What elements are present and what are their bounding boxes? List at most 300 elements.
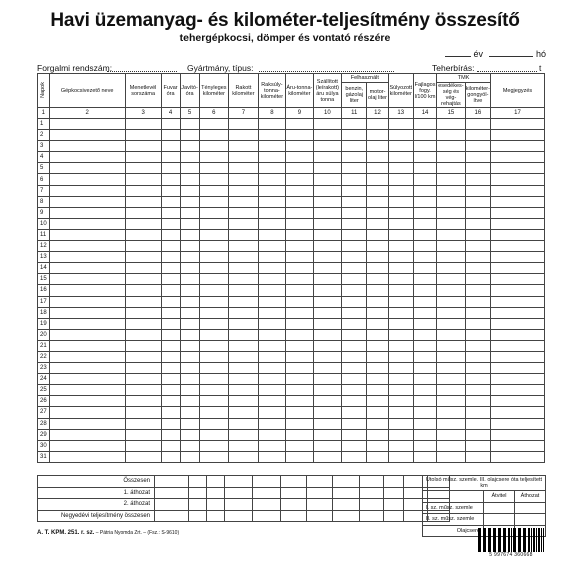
log-cell[interactable] xyxy=(491,318,545,329)
log-cell[interactable] xyxy=(180,174,199,185)
log-cell[interactable] xyxy=(342,185,367,196)
log-cell[interactable] xyxy=(437,163,466,174)
log-cell[interactable] xyxy=(367,385,388,396)
log-cell[interactable] xyxy=(465,329,490,340)
log-cell[interactable] xyxy=(49,307,125,318)
log-cell[interactable] xyxy=(286,185,313,196)
log-cell[interactable] xyxy=(313,185,342,196)
log-cell[interactable] xyxy=(367,407,388,418)
log-cell[interactable] xyxy=(437,307,466,318)
log-cell[interactable] xyxy=(180,374,199,385)
log-cell[interactable] xyxy=(313,174,342,185)
log-cell[interactable] xyxy=(286,385,313,396)
log-cell[interactable] xyxy=(413,185,436,196)
log-cell[interactable] xyxy=(49,163,125,174)
log-cell[interactable] xyxy=(388,374,413,385)
log-cell[interactable] xyxy=(161,307,180,318)
log-cell[interactable] xyxy=(313,141,342,152)
log-cell[interactable] xyxy=(199,385,229,396)
log-cell[interactable] xyxy=(413,241,436,252)
log-cell[interactable] xyxy=(465,296,490,307)
log-cell[interactable] xyxy=(491,307,545,318)
log-cell[interactable] xyxy=(199,152,229,163)
log-cell[interactable] xyxy=(286,318,313,329)
log-cell[interactable] xyxy=(125,119,161,130)
log-cell[interactable] xyxy=(465,252,490,263)
log-cell[interactable] xyxy=(367,329,388,340)
log-cell[interactable] xyxy=(313,285,342,296)
log-cell[interactable] xyxy=(313,329,342,340)
log-cell[interactable] xyxy=(49,285,125,296)
log-cell[interactable] xyxy=(125,274,161,285)
log-cell[interactable] xyxy=(342,229,367,240)
log-cell[interactable] xyxy=(465,185,490,196)
log-cell[interactable] xyxy=(313,207,342,218)
log-cell[interactable] xyxy=(161,407,180,418)
log-cell[interactable] xyxy=(161,174,180,185)
log-cell[interactable] xyxy=(437,241,466,252)
log-cell[interactable] xyxy=(180,263,199,274)
log-cell[interactable] xyxy=(437,141,466,152)
log-cell[interactable] xyxy=(388,196,413,207)
log-cell[interactable] xyxy=(125,385,161,396)
log-cell[interactable] xyxy=(49,119,125,130)
log-cell[interactable] xyxy=(342,340,367,351)
log-cell[interactable] xyxy=(313,440,342,451)
log-cell[interactable] xyxy=(180,241,199,252)
log-cell[interactable] xyxy=(229,296,259,307)
log-cell[interactable] xyxy=(342,407,367,418)
log-cell[interactable] xyxy=(161,252,180,263)
log-cell[interactable] xyxy=(367,152,388,163)
log-cell[interactable] xyxy=(258,229,285,240)
log-cell[interactable] xyxy=(229,218,259,229)
month-field[interactable] xyxy=(489,48,533,57)
log-cell[interactable] xyxy=(229,363,259,374)
log-cell[interactable] xyxy=(125,130,161,141)
log-cell[interactable] xyxy=(199,307,229,318)
log-cell[interactable] xyxy=(413,207,436,218)
log-cell[interactable] xyxy=(258,130,285,141)
log-cell[interactable] xyxy=(491,263,545,274)
log-cell[interactable] xyxy=(465,340,490,351)
registration-field[interactable] xyxy=(107,63,177,72)
log-cell[interactable] xyxy=(199,318,229,329)
log-cell[interactable] xyxy=(258,274,285,285)
log-cell[interactable] xyxy=(465,374,490,385)
log-cell[interactable] xyxy=(413,396,436,407)
log-cell[interactable] xyxy=(437,229,466,240)
log-cell[interactable] xyxy=(180,307,199,318)
log-cell[interactable] xyxy=(413,363,436,374)
log-cell[interactable] xyxy=(125,451,161,462)
log-cell[interactable] xyxy=(161,207,180,218)
log-cell[interactable] xyxy=(180,252,199,263)
log-cell[interactable] xyxy=(342,163,367,174)
make-type-field[interactable] xyxy=(259,63,394,72)
log-cell[interactable] xyxy=(342,130,367,141)
log-cell[interactable] xyxy=(49,263,125,274)
log-cell[interactable] xyxy=(465,141,490,152)
log-cell[interactable] xyxy=(161,274,180,285)
log-cell[interactable] xyxy=(199,440,229,451)
log-cell[interactable] xyxy=(258,418,285,429)
log-cell[interactable] xyxy=(388,252,413,263)
log-cell[interactable] xyxy=(286,207,313,218)
log-cell[interactable] xyxy=(437,296,466,307)
log-cell[interactable] xyxy=(342,429,367,440)
log-cell[interactable] xyxy=(229,185,259,196)
log-cell[interactable] xyxy=(342,141,367,152)
log-cell[interactable] xyxy=(367,163,388,174)
log-cell[interactable] xyxy=(491,218,545,229)
log-cell[interactable] xyxy=(342,396,367,407)
log-cell[interactable] xyxy=(313,152,342,163)
log-cell[interactable] xyxy=(388,407,413,418)
log-cell[interactable] xyxy=(258,429,285,440)
log-cell[interactable] xyxy=(229,196,259,207)
log-cell[interactable] xyxy=(258,252,285,263)
log-cell[interactable] xyxy=(229,141,259,152)
log-cell[interactable] xyxy=(286,196,313,207)
log-cell[interactable] xyxy=(229,130,259,141)
log-cell[interactable] xyxy=(367,274,388,285)
log-cell[interactable] xyxy=(437,429,466,440)
log-cell[interactable] xyxy=(413,130,436,141)
log-cell[interactable] xyxy=(286,407,313,418)
log-cell[interactable] xyxy=(49,340,125,351)
log-cell[interactable] xyxy=(413,418,436,429)
log-cell[interactable] xyxy=(367,263,388,274)
log-cell[interactable] xyxy=(180,351,199,362)
log-cell[interactable] xyxy=(413,119,436,130)
log-cell[interactable] xyxy=(465,429,490,440)
log-cell[interactable] xyxy=(342,296,367,307)
log-cell[interactable] xyxy=(313,263,342,274)
log-cell[interactable] xyxy=(413,141,436,152)
log-cell[interactable] xyxy=(465,351,490,362)
log-cell[interactable] xyxy=(199,163,229,174)
log-cell[interactable] xyxy=(313,252,342,263)
log-cell[interactable] xyxy=(286,329,313,340)
log-cell[interactable] xyxy=(342,363,367,374)
log-cell[interactable] xyxy=(161,329,180,340)
log-cell[interactable] xyxy=(437,174,466,185)
log-cell[interactable] xyxy=(229,263,259,274)
log-cell[interactable] xyxy=(413,152,436,163)
log-cell[interactable] xyxy=(491,285,545,296)
log-cell[interactable] xyxy=(413,374,436,385)
log-cell[interactable] xyxy=(125,318,161,329)
log-cell[interactable] xyxy=(229,207,259,218)
log-cell[interactable] xyxy=(180,163,199,174)
log-cell[interactable] xyxy=(388,296,413,307)
log-cell[interactable] xyxy=(229,285,259,296)
log-cell[interactable] xyxy=(199,141,229,152)
log-cell[interactable] xyxy=(49,329,125,340)
log-cell[interactable] xyxy=(286,274,313,285)
log-cell[interactable] xyxy=(388,285,413,296)
log-cell[interactable] xyxy=(413,252,436,263)
log-cell[interactable] xyxy=(286,396,313,407)
log-cell[interactable] xyxy=(180,274,199,285)
log-cell[interactable] xyxy=(342,252,367,263)
log-cell[interactable] xyxy=(342,374,367,385)
log-cell[interactable] xyxy=(199,340,229,351)
log-cell[interactable] xyxy=(180,218,199,229)
log-cell[interactable] xyxy=(313,374,342,385)
log-cell[interactable] xyxy=(388,340,413,351)
log-cell[interactable] xyxy=(491,141,545,152)
log-cell[interactable] xyxy=(342,418,367,429)
log-cell[interactable] xyxy=(388,241,413,252)
log-cell[interactable] xyxy=(465,218,490,229)
log-cell[interactable] xyxy=(49,241,125,252)
log-cell[interactable] xyxy=(229,307,259,318)
log-cell[interactable] xyxy=(180,119,199,130)
log-cell[interactable] xyxy=(49,318,125,329)
log-cell[interactable] xyxy=(229,329,259,340)
log-cell[interactable] xyxy=(388,451,413,462)
log-cell[interactable] xyxy=(342,451,367,462)
log-cell[interactable] xyxy=(229,318,259,329)
log-cell[interactable] xyxy=(49,207,125,218)
log-cell[interactable] xyxy=(413,218,436,229)
log-cell[interactable] xyxy=(180,329,199,340)
log-cell[interactable] xyxy=(465,263,490,274)
log-cell[interactable] xyxy=(413,174,436,185)
log-cell[interactable] xyxy=(367,451,388,462)
log-cell[interactable] xyxy=(258,196,285,207)
log-cell[interactable] xyxy=(180,418,199,429)
log-cell[interactable] xyxy=(388,307,413,318)
log-cell[interactable] xyxy=(161,396,180,407)
log-cell[interactable] xyxy=(413,196,436,207)
log-cell[interactable] xyxy=(229,252,259,263)
log-cell[interactable] xyxy=(388,440,413,451)
log-cell[interactable] xyxy=(491,374,545,385)
log-cell[interactable] xyxy=(491,351,545,362)
log-cell[interactable] xyxy=(161,119,180,130)
log-cell[interactable] xyxy=(367,296,388,307)
log-cell[interactable] xyxy=(161,163,180,174)
log-cell[interactable] xyxy=(388,351,413,362)
log-cell[interactable] xyxy=(367,229,388,240)
log-cell[interactable] xyxy=(180,152,199,163)
log-cell[interactable] xyxy=(342,152,367,163)
log-cell[interactable] xyxy=(125,174,161,185)
log-cell[interactable] xyxy=(437,263,466,274)
log-cell[interactable] xyxy=(491,130,545,141)
log-cell[interactable] xyxy=(388,185,413,196)
log-cell[interactable] xyxy=(413,307,436,318)
log-cell[interactable] xyxy=(313,418,342,429)
log-cell[interactable] xyxy=(125,307,161,318)
log-cell[interactable] xyxy=(199,407,229,418)
log-cell[interactable] xyxy=(125,252,161,263)
log-cell[interactable] xyxy=(161,318,180,329)
log-cell[interactable] xyxy=(313,196,342,207)
log-cell[interactable] xyxy=(465,440,490,451)
log-cell[interactable] xyxy=(313,163,342,174)
log-cell[interactable] xyxy=(313,119,342,130)
log-cell[interactable] xyxy=(465,130,490,141)
log-cell[interactable] xyxy=(161,385,180,396)
log-cell[interactable] xyxy=(413,429,436,440)
log-cell[interactable] xyxy=(125,196,161,207)
log-cell[interactable] xyxy=(258,307,285,318)
log-cell[interactable] xyxy=(465,407,490,418)
log-cell[interactable] xyxy=(342,329,367,340)
log-cell[interactable] xyxy=(258,207,285,218)
log-cell[interactable] xyxy=(180,363,199,374)
log-cell[interactable] xyxy=(491,385,545,396)
log-cell[interactable] xyxy=(180,207,199,218)
log-cell[interactable] xyxy=(342,263,367,274)
log-cell[interactable] xyxy=(125,141,161,152)
log-cell[interactable] xyxy=(180,318,199,329)
log-cell[interactable] xyxy=(161,241,180,252)
log-cell[interactable] xyxy=(258,152,285,163)
log-cell[interactable] xyxy=(49,396,125,407)
log-cell[interactable] xyxy=(125,185,161,196)
log-cell[interactable] xyxy=(313,229,342,240)
log-cell[interactable] xyxy=(286,152,313,163)
log-cell[interactable] xyxy=(49,185,125,196)
log-cell[interactable] xyxy=(125,163,161,174)
log-cell[interactable] xyxy=(258,296,285,307)
log-cell[interactable] xyxy=(437,340,466,351)
log-cell[interactable] xyxy=(49,429,125,440)
log-cell[interactable] xyxy=(491,185,545,196)
log-cell[interactable] xyxy=(199,241,229,252)
log-cell[interactable] xyxy=(258,451,285,462)
log-cell[interactable] xyxy=(49,130,125,141)
log-cell[interactable] xyxy=(413,229,436,240)
log-cell[interactable] xyxy=(199,296,229,307)
log-cell[interactable] xyxy=(367,207,388,218)
log-cell[interactable] xyxy=(437,130,466,141)
log-cell[interactable] xyxy=(313,429,342,440)
log-cell[interactable] xyxy=(286,119,313,130)
log-cell[interactable] xyxy=(313,340,342,351)
log-cell[interactable] xyxy=(286,229,313,240)
log-cell[interactable] xyxy=(413,274,436,285)
log-cell[interactable] xyxy=(161,185,180,196)
log-cell[interactable] xyxy=(161,130,180,141)
log-cell[interactable] xyxy=(286,141,313,152)
log-cell[interactable] xyxy=(161,418,180,429)
log-cell[interactable] xyxy=(367,307,388,318)
log-cell[interactable] xyxy=(342,440,367,451)
log-cell[interactable] xyxy=(49,418,125,429)
log-cell[interactable] xyxy=(125,229,161,240)
log-cell[interactable] xyxy=(413,385,436,396)
log-cell[interactable] xyxy=(286,263,313,274)
log-cell[interactable] xyxy=(229,407,259,418)
log-cell[interactable] xyxy=(367,141,388,152)
log-cell[interactable] xyxy=(465,229,490,240)
log-cell[interactable] xyxy=(388,318,413,329)
log-cell[interactable] xyxy=(413,340,436,351)
log-cell[interactable] xyxy=(49,196,125,207)
log-cell[interactable] xyxy=(199,451,229,462)
log-cell[interactable] xyxy=(367,440,388,451)
log-cell[interactable] xyxy=(413,263,436,274)
log-cell[interactable] xyxy=(161,196,180,207)
log-cell[interactable] xyxy=(491,363,545,374)
log-cell[interactable] xyxy=(388,141,413,152)
log-cell[interactable] xyxy=(413,351,436,362)
log-cell[interactable] xyxy=(437,374,466,385)
log-cell[interactable] xyxy=(437,218,466,229)
log-cell[interactable] xyxy=(367,119,388,130)
log-cell[interactable] xyxy=(388,207,413,218)
log-cell[interactable] xyxy=(367,363,388,374)
log-cell[interactable] xyxy=(465,285,490,296)
log-cell[interactable] xyxy=(49,407,125,418)
log-cell[interactable] xyxy=(367,196,388,207)
log-cell[interactable] xyxy=(491,241,545,252)
log-cell[interactable] xyxy=(125,440,161,451)
log-cell[interactable] xyxy=(199,263,229,274)
log-cell[interactable] xyxy=(49,152,125,163)
log-cell[interactable] xyxy=(342,207,367,218)
log-cell[interactable] xyxy=(229,429,259,440)
log-cell[interactable] xyxy=(258,185,285,196)
log-cell[interactable] xyxy=(491,451,545,462)
log-cell[interactable] xyxy=(199,174,229,185)
log-cell[interactable] xyxy=(413,407,436,418)
log-cell[interactable] xyxy=(465,274,490,285)
year-field[interactable] xyxy=(445,48,471,57)
log-cell[interactable] xyxy=(199,185,229,196)
log-cell[interactable] xyxy=(286,296,313,307)
log-cell[interactable] xyxy=(49,440,125,451)
log-cell[interactable] xyxy=(258,218,285,229)
log-cell[interactable] xyxy=(388,152,413,163)
log-cell[interactable] xyxy=(258,440,285,451)
log-cell[interactable] xyxy=(180,407,199,418)
log-cell[interactable] xyxy=(125,363,161,374)
log-cell[interactable] xyxy=(229,418,259,429)
log-cell[interactable] xyxy=(229,119,259,130)
log-cell[interactable] xyxy=(286,241,313,252)
log-cell[interactable] xyxy=(367,340,388,351)
log-cell[interactable] xyxy=(491,440,545,451)
log-cell[interactable] xyxy=(286,218,313,229)
log-cell[interactable] xyxy=(161,229,180,240)
log-cell[interactable] xyxy=(388,385,413,396)
log-cell[interactable] xyxy=(125,329,161,340)
log-cell[interactable] xyxy=(229,163,259,174)
log-cell[interactable] xyxy=(229,229,259,240)
log-cell[interactable] xyxy=(180,440,199,451)
log-cell[interactable] xyxy=(258,340,285,351)
log-cell[interactable] xyxy=(491,296,545,307)
log-cell[interactable] xyxy=(161,429,180,440)
log-cell[interactable] xyxy=(437,274,466,285)
log-cell[interactable] xyxy=(367,241,388,252)
log-cell[interactable] xyxy=(125,351,161,362)
log-cell[interactable] xyxy=(229,274,259,285)
log-cell[interactable] xyxy=(437,152,466,163)
log-cell[interactable] xyxy=(125,340,161,351)
log-cell[interactable] xyxy=(258,396,285,407)
log-cell[interactable] xyxy=(437,440,466,451)
log-cell[interactable] xyxy=(388,396,413,407)
log-cell[interactable] xyxy=(388,274,413,285)
